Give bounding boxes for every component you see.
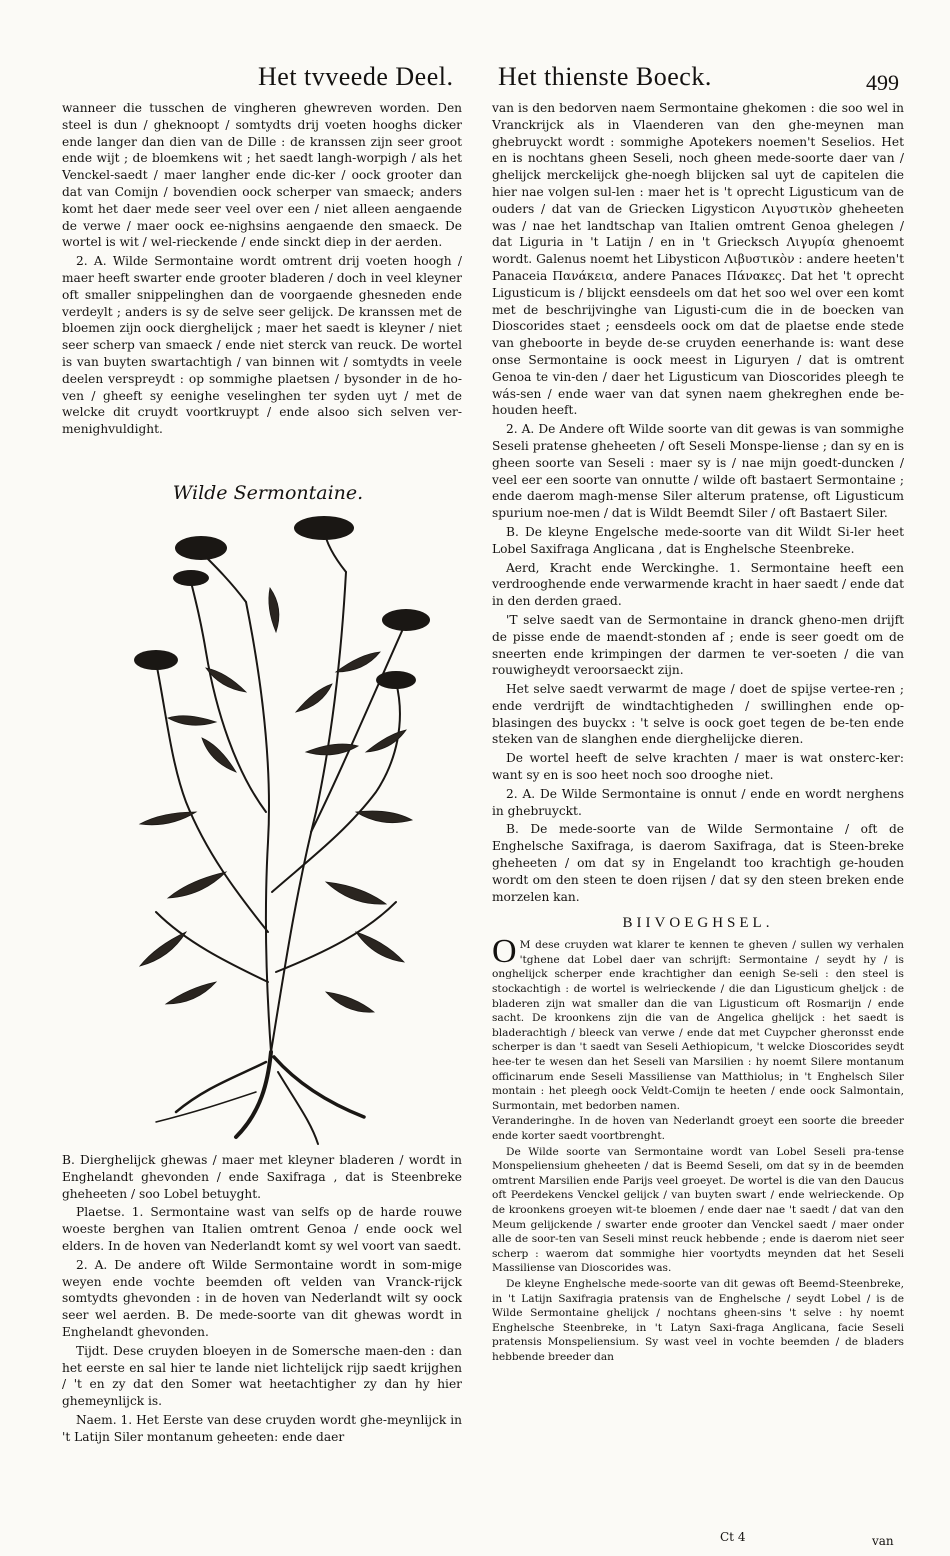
- paragraph: De wortel heeft de selve krachten / maer is wat onsterc-ker: want sy en is soo heet noch soo drooghe niet.: [492, 751, 904, 783]
- paragraph: De Wilde soorte van Sermontaine wordt van Lobel Seseli pra-tense Monspeliensium gheheeten / dat is Beemd Seseli, om dat sy in de beemden omtrent Marsilien ende Parijs veel groeyet. De wortel is die van den Daucus oft Peerdekens Venckel gelijck / van buyten swart / ende welrieckende. Op de kroonkens groeyen wit-te bloemen / ende daer nae 't saedt / dat van den Meum gelijckende / swarter ende grooter dan Venckel saedt / maer onder alle de soor-ten van Seseli minst reuck hebbende ; ende is daerom niet seer scherp : waerom dat sommighe hier voortydts meynden dat het Seseli Massiliense van Dioscorides was.: [492, 1145, 904, 1275]
- paragraph: 2. A. De Wilde Sermontaine is onnut / ende en wordt nerghens in ghebruyckt.: [492, 786, 904, 818]
- paragraph: Aerd, Kracht ende Werckinghe. 1. Sermontaine heeft een verdrooghende ende verwarmende kracht in haer saedt / ende dat in den derden graed.: [492, 560, 904, 609]
- left-column-upper: [62, 100, 462, 438]
- drop-cap-letter: O: [492, 933, 517, 971]
- paragraph: Plaetse. 1. Sermontaine wast van selfs op de harde rouwe woeste berghen van Italien omtrent Genoa / ende oock wel elders. In de hoven van Nederlandt komt sy wel voort van saedt.: [62, 1205, 462, 1253]
- paragraph: Veranderinghe. In de hoven van Nederlandt groeyt een soorte die breeder ende korter saedt voortbrenght.: [492, 1115, 904, 1142]
- paragraph: Het selve saedt verwarmt de mage / doet de spijse vertee-ren ; ende verdrijft de windtachtigheden / swillinghen ende op-blasingen des buyckx : 't selve is oock goet tegen de be-ten ende steken van de slanghen ende dierghelijcke dieren.: [492, 682, 904, 747]
- paragraph: 2. A. Wilde Sermontaine wordt omtrent drij voeten hoogh / maer heeft swarter ende grooter bladeren / doch in veel kleyner oft smaller snippelinghen dan de voorgaende ghesneden ende verdeylt ; anders is sy de selve seer gelijck. De kranssen met de bloemen zijn oock dierghelijck ; maer het saedt is kleyner / niet seer scherp van smaeck / ende niet sterck van reuck. De wortel is van buyten swartachtigh / van binnen wit / somtydts in veele deelen verspreydt : op sommighe plaetsen / bysonder in de ho-ven / gheeft sy eenighe veselinghen ter syden uyt / met de welcke dit cruydt voortkruypt / ende alsoo sich selven ver-menighvuldight.: [62, 254, 462, 437]
- figure-caption: Wilde Sermontaine.: [172, 482, 364, 504]
- addendum-heading: BIIVOEGHSEL.: [622, 915, 774, 932]
- addendum-text: [492, 933, 904, 1364]
- paragraph: 2. A. De andere oft Wilde Sermontaine wordt in som-mige weyen ende vochte beemden oft velden van Vranck-rijck somtydts ghevonden : in de hoven van Nederlandt wilt sy oock seer wel aerden. B. De mede-soorte van dit ghewas wordt in Enghelandt ghevonden.: [62, 1257, 462, 1339]
- page-number: 499: [866, 70, 899, 95]
- left-column-lower: [62, 1152, 462, 1446]
- paragraph: B. Dierghelijck ghewas / maer met kleyner bladeren / wordt in Enghelandt ghevonden / ende Saxifraga , dat is Steenbreke gheheeten / soo Lobel betuyght.: [62, 1153, 462, 1201]
- paragraph: B. De mede-soorte van de Wilde Sermontaine / oft de Enghelsche Saxifraga, is daerom Saxifraga, dat is Steen-breke gheheeten / om dat sy in Engelandt too krachtigh ge-houden wordt om den steen te doen rijsen / dat sy den steen breken ende morzelen kan.: [492, 822, 904, 904]
- right-column: [492, 100, 904, 1364]
- paragraph: van is den bedorven naem Sermontaine ghekomen : die soo wel in Vranckrijck als in Vlaenderen van den ghe-meynen man ghebruyckt wordt : sommighe Apotekers noemen't Seselios. Het en is nochtans gheen Seseli, noch gheen mede-soorte daer van / ghelijck merckelijck ghe-noegh blijcken sal uyt de capitelen die hier nae volgen sul-len : maer het is 't oprecht Ligusticum van de ouders / dat van de Griecken Ligysticon Λιγυστικὸν gheheeten was / nae het landtschap van Italien omtrent Genoa ghelegen / dat Liguria in 't Latijn / en in 't Griecksch Λιγυρία ghenoemt wordt. Galenus noemt het Libysticon Λιβυστικὸν : andere heeten't Panaceia Πανάκεια, andere Panaces Πάνακες. Dat het 't oprecht Ligusticum is / blijckt eensdeels om dat het soo wel over een komt met de beschrijvinghe van Ligusti-cum die in de boecken van Dioscorides staet ; eensdeels oock om dat de plaetse ende stede van gheboorte in beyde de-se cruyden eenerhande is: want dese onse Sermontaine is oock meest in Liguryen / dat is omtrent Genoa te vin-den / daer het Ligusticum van Dioscorides pleegh te wás-sen / ende waer van dat synen naem ghekreghen ende be-houden heeft.: [492, 101, 904, 418]
- paragraph: 'T selve saedt van de Sermontaine in dranck gheno-men drijft de pisse ende de maendt-stonden af ; ende is seer goedt om de sneerten ende krimpingen der darmen te ver-soeten / die van rouwigheydt veroorsaeckt zijn.: [492, 612, 904, 678]
- paragraph: Tijdt. Dese cruyden bloeyen in de Somersche maen-den : dan het eerste en sal hier te lande niet lichtelijck rijp saedt krijghen / 't en zy dat den Somer wat heetachtigher zy dan hy hier ghemeynlijck is.: [62, 1343, 462, 1409]
- printer-signature: Ct 4: [720, 1530, 746, 1544]
- running-head-right: Het thienste Boeck.: [498, 62, 712, 91]
- plant-woodcut-illustration: [96, 512, 442, 1146]
- running-head-left: Het tvveede Deel.: [258, 62, 454, 91]
- paragraph: B. De kleyne Engelsche mede-soorte van dit Wildt Si-ler heet Lobel Saxifraga Anglicana , dat is Enghelsche Steenbreke.: [492, 524, 904, 556]
- paragraph: 2. A. De Andere oft Wilde soorte van dit gewas is van sommighe Seseli pratense gheheeten / oft Seseli Monspe-liense ; dan sy en is gheen soorte van Seseli : maer sy is / nae mijn goedt-duncken / veel eer een soorte van onnutte / wilde oft bastaert Sermontaine ; ende daerom magh-mense Siler alterum pratense, oft Ligusticum spurium noe-men / dat is Wildt Beemdt Siler / oft Bastaert Siler.: [492, 422, 904, 521]
- paragraph: M dese cruyden wat klarer te kennen te gheven / sullen wy verhalen 'tghene dat Lobel daer van schrijft: Sermontaine / seydt hy / is onghelijck scherper ende krachtigher dan eenigh Se-seli : den steel is stockachtigh : de wortel is welrieckende / die dan Ligusticum gheljck : de bladeren zijn wat smaller dan die van Ligusticum oft Rosmarijn / ende sacht. De kroonkens zijn die van de Angelica ghelijck : het saedt is bladerachtigh / bleeck van verwe / ende dat met Cuypcher gheronsst ende scherper is dan 't saedt van Seseli Aethiopicum, 't welcke Dioscorides seydt hee-ter te wesen dan het Seseli van Marsilien : hy noemt Silere montanum officinarum ende Seseli Massiliense van Matthiolus; in 't Enghelsch Siler montain : het pleegh oock Veldt-Comijn te heeten / ende oock Salmontain, Surmontain, met bedorben namen.: [492, 939, 904, 1112]
- paragraph: De kleyne Enghelsche mede-soorte van dit gewas oft Beemd-Steenbreke, in 't Latijn Saxifragia pratensis van de Enghelsche / seydt Lobel / is de Wilde Sermontaine ghelijck / nochtans gheen-sins 't selve : hy noemt Enghelsche Steenbreke, in 't Latyn Saxi-fraga Anglicana, facie Seseli pratensis Monspeliensium. Sy wast veel in vochte beemden / de bladers hebbende breeder dan: [492, 1277, 904, 1363]
- catchword: van: [872, 1534, 894, 1548]
- paragraph: Naem. 1. Het Eerste van dese cruyden wordt ghe-meynlijck in 't Latijn Siler montanum geheeten: ende daer: [62, 1412, 462, 1444]
- paragraph: wanneer die tusschen de vingheren ghewreven worden. Den steel is dun / gheknoopt / somtydts drij voeten hooghs dicker ende langer dan dien van de Dille : de kranssen zijn seer groot ende wijt ; de bloemkens wit ; het saedt langh-worpigh / als het Venckel-saedt / maer langher ende dic-ker / oock grooter dan dat van Comijn / bovendien oock scherper van smaeck; anders komt het daer mede seer veel over een / niet alleen aengaende de verwe / maer oock ee-nighsins aengaende den smaeck. De wortel is wit / wel-rieckende / ende sinckt diep in der aerden.: [62, 101, 462, 250]
